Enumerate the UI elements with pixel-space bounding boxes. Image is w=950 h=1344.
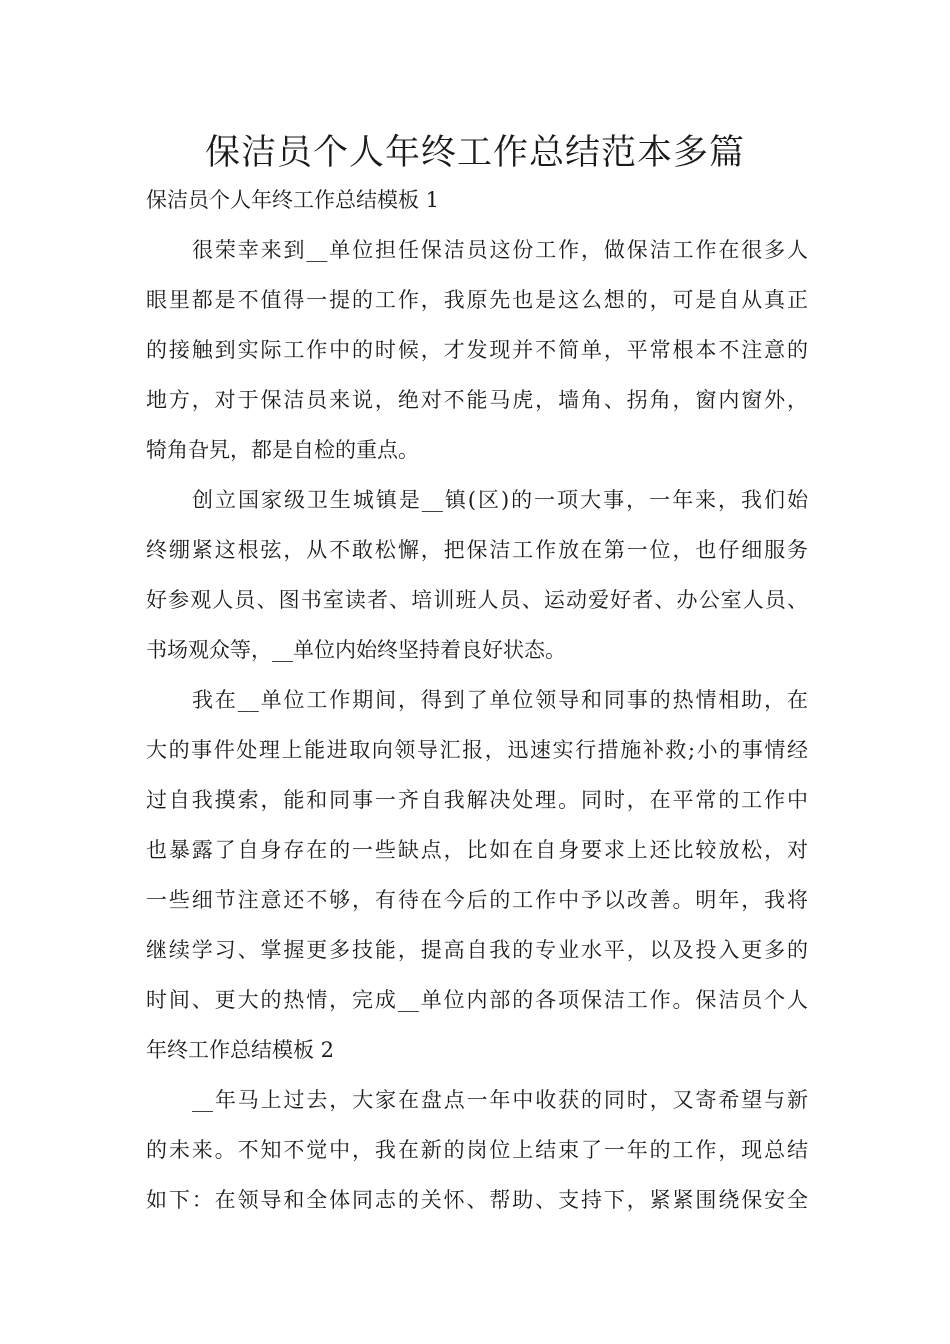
body-line: 过自我摸索，能和同事一齐自我解决处理。同时，在平常的工作中 <box>146 788 808 812</box>
body-line: 好参观人员、图书室读者、培训班人员、运动爱好者、办公室人员、 <box>146 588 808 612</box>
body-line: 犄角旮旯，都是自检的重点。 <box>146 438 419 462</box>
body-line: 我在__单位工作期间，得到了单位领导和同事的热情相助，在 <box>192 688 808 712</box>
section-heading-template-2: 年终工作总结模板 2 <box>146 1038 335 1062</box>
body-line: 大的事件处理上能进取向领导汇报，迅速实行措施补救;小的事情经 <box>146 738 808 762</box>
body-line: 终绷紧这根弦，从不敢松懈，把保洁工作放在第一位，也仔细服务 <box>146 538 808 562</box>
document-title: 保洁员个人年终工作总结范本多篇 <box>204 133 745 173</box>
section-heading-template-1: 保洁员个人年终工作总结模板 1 <box>146 188 440 212</box>
body-line: 很荣幸来到__单位担任保洁员这份工作，做保洁工作在很多人 <box>192 238 808 262</box>
body-line: 继续学习、掌握更多技能，提高自我的专业水平，以及投入更多的 <box>146 938 808 962</box>
body-line: 如下：在领导和全体同志的关怀、帮助、支持下，紧紧围绕保安全 <box>146 1188 808 1212</box>
body-line: 的未来。不知不觉中，我在新的岗位上结束了一年的工作，现总结 <box>146 1138 808 1162</box>
body-line: 时间、更大的热情，完成__单位内部的各项保洁工作。保洁员个人 <box>146 988 808 1012</box>
body-line: 书场观众等，__单位内始终坚持着良好状态。 <box>146 638 566 662</box>
body-line: __年马上过去，大家在盘点一年中收获的同时，又寄希望与新 <box>192 1088 808 1112</box>
body-line: 眼里都是不值得一提的工作，我原先也是这么想的，可是自从真正 <box>146 288 808 312</box>
body-line: 的接触到实际工作中的时候，才发现并不简单，平常根本不注意的 <box>146 338 808 362</box>
body-line: 一些细节注意还不够，有待在今后的工作中予以改善。明年，我将 <box>146 888 808 912</box>
body-line: 地方，对于保洁员来说，绝对不能马虎，墙角、拐角，窗内窗外， <box>146 388 808 412</box>
body-line: 也暴露了自身存在的一些缺点，比如在自身要求上还比较放松，对 <box>146 838 808 862</box>
body-line: 创立国家级卫生城镇是__镇(区)的一项大事，一年来，我们始 <box>192 488 808 512</box>
